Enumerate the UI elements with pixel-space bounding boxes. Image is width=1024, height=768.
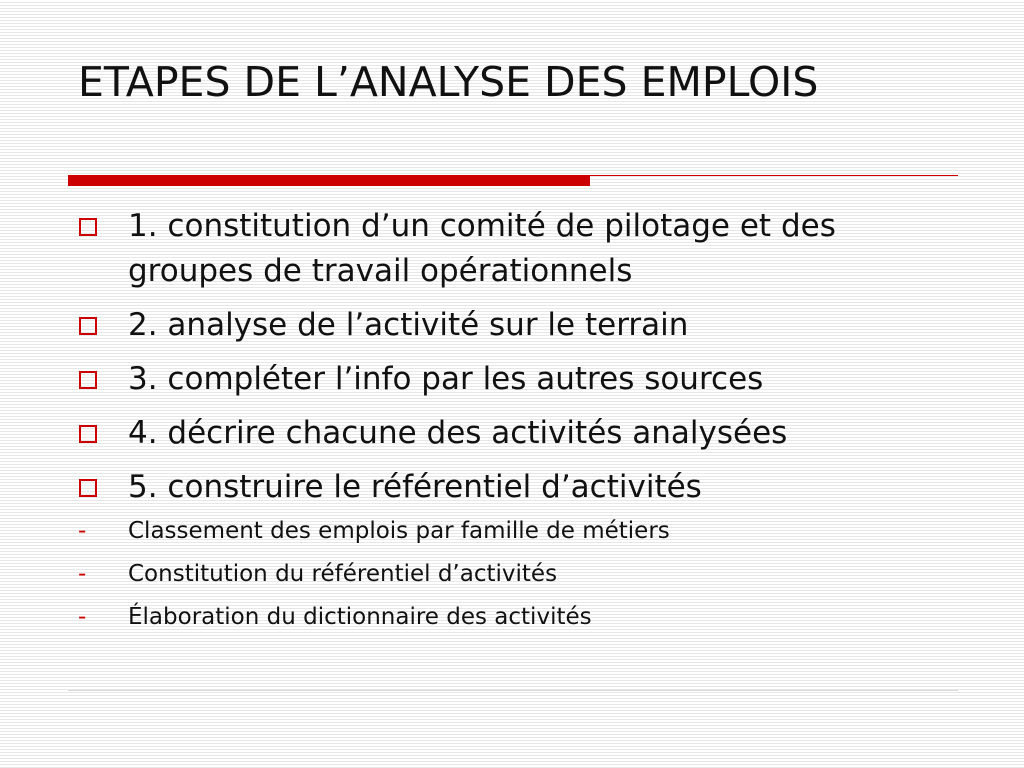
bullet-item xyxy=(78,465,948,510)
bullet-item xyxy=(78,204,948,294)
bullet-text: 5. construire le référentiel d’activités xyxy=(128,469,702,505)
bullet-list xyxy=(78,204,948,519)
hollow-square-bullet-icon xyxy=(79,317,97,335)
sub-item xyxy=(78,596,948,639)
bullet-item xyxy=(78,411,948,456)
sub-item xyxy=(78,510,948,553)
sub-item-text: Constitution du référentiel d’activités xyxy=(128,561,558,587)
bullet-text: 1. constitution d’un comité de pilotage et des groupes de travail opérationnels xyxy=(128,208,836,289)
sub-item-text: Classement des emplois par famille de métiers xyxy=(128,518,670,544)
dash-marker: - xyxy=(78,561,87,587)
footer-divider xyxy=(68,690,958,691)
title-underline-accent xyxy=(68,175,590,186)
hollow-square-bullet-icon xyxy=(79,425,97,443)
hollow-square-bullet-icon xyxy=(79,218,97,236)
dash-marker: - xyxy=(78,604,87,630)
bullet-item xyxy=(78,357,948,402)
hollow-square-bullet-icon xyxy=(79,371,97,389)
dash-marker: - xyxy=(78,518,87,544)
title-underline-thin xyxy=(590,175,958,176)
bullet-text: 2. analyse de l’activité sur le terrain xyxy=(128,307,689,343)
bullet-text: 4. décrire chacune des activités analysées xyxy=(128,415,788,451)
sub-item-text: Élaboration du dictionnaire des activités xyxy=(128,604,592,630)
bullet-item xyxy=(78,303,948,348)
bullet-text: 3. compléter l’info par les autres sources xyxy=(128,361,764,397)
slide-title: ETAPES DE L’ANALYSE DES EMPLOIS xyxy=(78,58,819,106)
hollow-square-bullet-icon xyxy=(79,479,97,497)
sub-list xyxy=(78,510,948,639)
sub-item xyxy=(78,553,948,596)
